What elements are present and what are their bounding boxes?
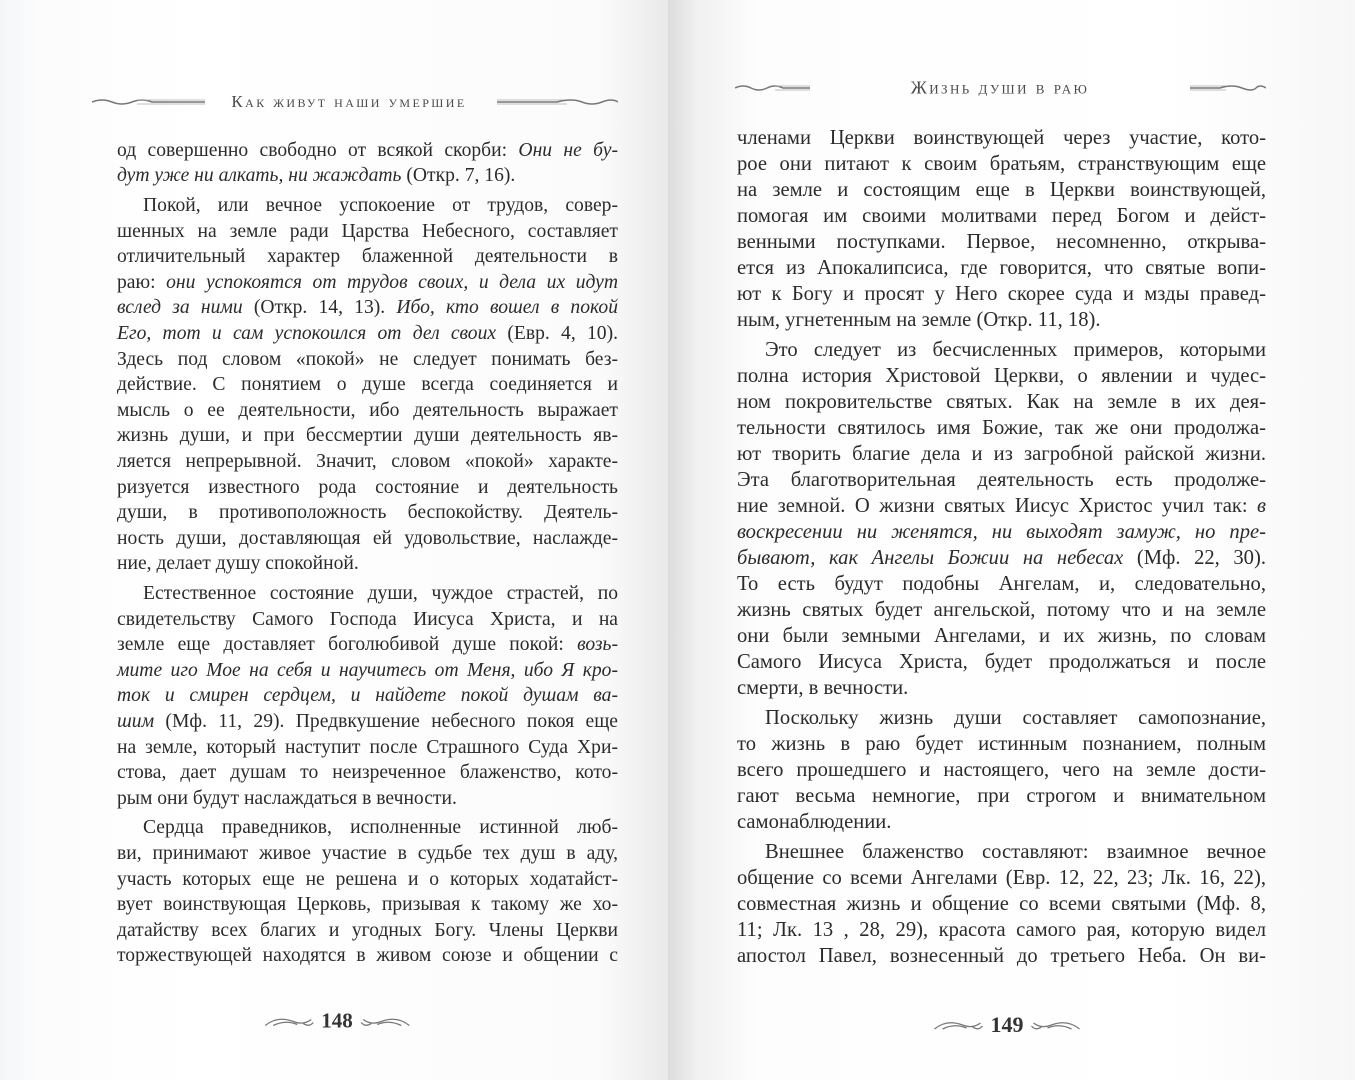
text-line	[117, 272, 618, 294]
right-page	[668, 0, 1355, 1080]
text-run: Самого Иисуса Христа, будет продолжаться и после	[737, 651, 1266, 674]
text-line	[737, 677, 908, 700]
text-line	[117, 711, 618, 733]
text-run: ность души, доставляющая ей удовольствие, наслажде-	[117, 527, 618, 549]
text-line	[117, 140, 618, 162]
text-run: свидетельству Самого Господа Иисуса Христа, и на	[117, 608, 618, 630]
text-run: Внешнее блаженство составляют: взаимное вечное	[765, 841, 1266, 864]
text-run: совместная жизнь и общение со всеми святыми (Мф. 8,	[737, 893, 1266, 916]
text-line	[143, 583, 618, 605]
text-run: жизнь души, и при бессмертии души деятельность яв-	[117, 425, 618, 447]
text-line	[117, 920, 618, 942]
page-number	[933, 1012, 1082, 1038]
text-run: то жизнь в раю будет истинным познанием, полным	[737, 733, 1266, 756]
italic-quote: мите иго Мое на себя и научитесь от Меня, ибо Я кро-	[117, 659, 618, 681]
page-number-text: 148	[321, 1008, 353, 1033]
text-line	[117, 609, 618, 631]
text-run: раю:	[117, 271, 167, 293]
text-run: (Откр. 14, 13).	[242, 297, 397, 319]
text-line	[117, 843, 618, 865]
header-ornament-left	[735, 84, 810, 92]
text-line	[117, 634, 618, 656]
text-run: помогая им своими молитвами перед Богом и дейст-	[737, 205, 1266, 228]
text-line	[737, 599, 1266, 622]
text-line	[737, 153, 1266, 176]
text-line	[737, 417, 1266, 440]
text-run: Поскольку жизнь души составляет самопознание,	[765, 707, 1266, 730]
text-run: ние, делает душу спокойной.	[117, 553, 359, 575]
text-line	[117, 553, 359, 575]
text-line	[737, 521, 1266, 544]
text-run: апостол Павел, вознесенный до третьего Неба. Он ви-	[737, 945, 1266, 968]
text-run: самонаблюдении.	[737, 811, 892, 834]
text-run: полна история Христовой Церкви, о явлении и чудес-	[737, 365, 1266, 388]
text-run: всего прошедшего и настоящего, чего на земле дости-	[737, 759, 1266, 782]
text-line	[117, 869, 618, 891]
text-line	[117, 425, 618, 447]
text-line	[117, 349, 618, 371]
page-number	[263, 1009, 411, 1034]
running-head: Как живут наши умершие	[231, 92, 467, 111]
text-run: рое они питают к своим братьям, странствующим еще	[737, 153, 1266, 176]
text-run: Здесь под словом «покой» не следует понимать без-	[117, 348, 618, 370]
text-run: (Откр. 7, 16).	[401, 165, 516, 187]
text-line	[117, 374, 618, 396]
text-run: (Мф. 22, 30).	[1123, 547, 1266, 570]
text-line	[117, 502, 618, 524]
header-ornament-right	[1190, 84, 1266, 92]
text-line	[117, 894, 618, 916]
text-run: ют к Богу и просят у Него скорее суда и мзды правед-	[737, 283, 1266, 306]
text-line	[117, 737, 618, 759]
italic-quote: вслед за ними	[117, 297, 243, 319]
text-line	[117, 685, 618, 707]
text-run: торжествующей находятся в живом союзе и общении с	[117, 945, 618, 967]
text-line	[737, 231, 1266, 254]
italic-quote: воскресении ни женятся, ни выходят замуж, но пре-	[737, 521, 1266, 544]
text-line	[737, 391, 1266, 414]
text-line	[737, 759, 1266, 782]
text-run: на земле, который наступит после Страшного Суда Хри-	[117, 736, 618, 758]
italic-quote: ток и смирен сердцем, и найдете покой душам ва-	[117, 685, 618, 707]
text-line	[117, 323, 618, 345]
text-line	[737, 257, 1266, 280]
text-line	[737, 127, 1266, 150]
text-line	[117, 221, 618, 243]
text-run: земле еще доставляет боголюбивой душе покой:	[117, 634, 578, 656]
flourish-right-icon	[1030, 1017, 1082, 1033]
text-run: датайству всех благих и угодных Богу. Члены Церкви	[117, 919, 618, 941]
text-run: ви, принимают живое участие в судьбе тех душ в аду,	[117, 843, 618, 865]
text-line	[765, 339, 1266, 362]
text-line	[143, 195, 618, 217]
text-run: участь которых еще не решена и о которых ходатайст-	[117, 868, 618, 890]
text-line	[117, 165, 515, 187]
text-line	[737, 443, 1266, 466]
text-line	[737, 495, 1266, 518]
italic-quote: они успокоятся от трудов своих, и дела их идут	[166, 271, 618, 293]
text-line	[117, 451, 618, 473]
text-run: действие. С понятием о душе всегда соединяется и	[117, 374, 618, 396]
text-line	[737, 651, 1266, 674]
text-run: души, в противоположность беспокойству. Деятель-	[117, 502, 618, 524]
text-line	[737, 945, 1266, 968]
page-number-text: 149	[990, 1012, 1024, 1037]
text-run: 11; Лк. 13 , 28, 29), красота самого рая, которую видел	[737, 919, 1266, 942]
text-line	[737, 573, 1266, 596]
text-line	[765, 707, 1266, 730]
text-run: гают весьма немногие, при строгом и внимательном	[737, 785, 1266, 808]
text-line	[117, 528, 618, 550]
left-page	[0, 0, 668, 1080]
text-line	[117, 788, 457, 810]
text-line	[737, 811, 891, 834]
italic-quote: возь-	[577, 634, 618, 656]
text-line	[737, 469, 1266, 492]
text-run: од совершенно свободно от всякой скорби:	[117, 139, 519, 161]
text-line	[737, 919, 1266, 942]
text-run: (Евр. 4, 10).	[496, 323, 618, 345]
header-ornament-left	[92, 98, 205, 106]
text-run: ние земной. О жизни святых Иисус Христос учил так:	[737, 495, 1258, 518]
flourish-left-icon	[933, 1017, 985, 1033]
italic-quote: шим	[117, 711, 155, 733]
text-line	[117, 400, 618, 422]
text-line	[117, 945, 618, 967]
text-line	[737, 283, 1266, 306]
text-line	[737, 893, 1266, 916]
text-line	[737, 625, 1266, 648]
text-line	[737, 309, 1101, 332]
flourish-right-icon	[359, 1013, 411, 1029]
text-run: ном покровительстве святых. Как на земле в их дея-	[737, 391, 1266, 414]
text-line	[143, 817, 618, 839]
text-run: ляется непрерывной. Значит, словом «покой» характе-	[117, 451, 618, 473]
text-run: ется из Апокалипсиса, где говорится, что святые вопи-	[737, 257, 1266, 280]
text-line	[737, 179, 1266, 202]
text-run: общение со всеми Ангелами (Евр. 12, 22, 23; Лк. 16, 22),	[737, 867, 1266, 890]
text-line	[117, 297, 618, 319]
running-head: Жизнь души в раю	[910, 77, 1090, 98]
text-run: тельности святилось имя Божие, так же они продолжа-	[737, 417, 1266, 440]
text-run: стова, дает душам то неизреченное блаженство, кото-	[117, 762, 618, 784]
text-line	[737, 867, 1266, 890]
text-run: отличительный характер блаженной деятельности в	[117, 246, 618, 268]
text-run: Сердца праведников, исполненные истинной люб-	[143, 817, 618, 839]
italic-quote: в	[1257, 495, 1266, 518]
text-run: ризуется известного рода состояние и деятельность	[117, 476, 618, 498]
text-run: То есть будут подобны Ангелам, и, следовательно,	[737, 573, 1266, 596]
text-run: на земле и состоящим еще в Церкви воинствующей,	[737, 179, 1266, 202]
text-line	[117, 477, 618, 499]
text-line	[737, 205, 1266, 228]
text-run: Покой, или вечное успокоение от трудов, совер-	[143, 195, 618, 217]
text-line	[737, 547, 1266, 570]
header-ornament-right	[497, 98, 618, 106]
text-run: ным, угнетенным на земле (Откр. 11, 18).	[737, 309, 1101, 332]
text-run: Естественное состояние души, чуждое страстей, по	[143, 583, 618, 605]
text-line	[765, 841, 1266, 864]
text-run: Эта благотворительная деятельность есть продолже-	[737, 469, 1266, 492]
text-line	[117, 246, 618, 268]
text-run: они были земными Ангелами, и их жизнь, по словам	[737, 625, 1266, 648]
italic-quote: бывают, как Ангелы Божии на небесах	[737, 547, 1124, 570]
text-run: Это следует из бесчисленных примеров, которыми	[765, 339, 1266, 362]
text-run: рым они будут наслаждаться в вечности.	[117, 787, 457, 809]
text-run: смерти, в вечности.	[737, 677, 909, 700]
text-line	[117, 762, 618, 784]
text-line	[737, 785, 1266, 808]
flourish-left-icon	[263, 1013, 315, 1029]
italic-quote: Они не бу-	[518, 139, 618, 161]
text-line	[117, 660, 618, 682]
text-line	[737, 365, 1266, 388]
text-run: членами Церкви воинствующей через участие, кото-	[737, 127, 1266, 150]
text-run: венными поступками. Первое, несомненно, открыва-	[737, 231, 1266, 254]
text-run: мысль о ее деятельности, ибо деятельность выражает	[117, 399, 618, 421]
italic-quote: Его, тот и сам успокоился от дел своих	[117, 323, 497, 345]
text-line	[737, 733, 1266, 756]
text-run: ют творить благие дела и из загробной райской жизни.	[737, 443, 1266, 466]
text-run: вует воинствующая Церковь, призывая к такому же хо-	[117, 894, 618, 916]
italic-quote: Ибо, кто вошел в покой	[396, 297, 619, 319]
italic-quote: дут уже ни алкать, ни жаждать	[117, 165, 402, 187]
text-run: шенных на земле ради Царства Небесного, составляет	[117, 220, 618, 242]
text-run: (Мф. 11, 29). Предвкушение небесного покоя еще	[154, 711, 618, 733]
text-run: жизнь святых будет ангельской, потому что и на земле	[737, 599, 1266, 622]
